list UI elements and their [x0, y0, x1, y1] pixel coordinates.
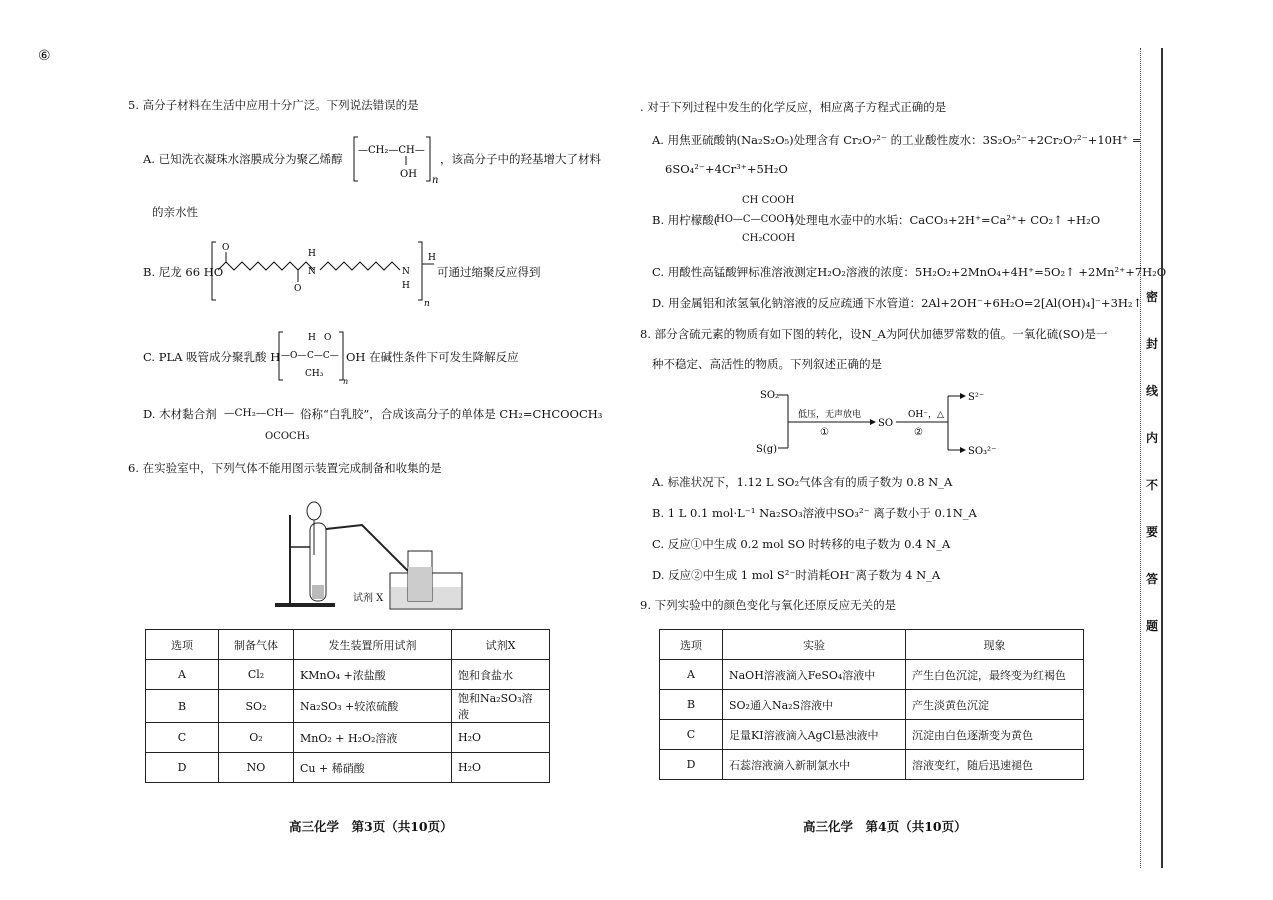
svg-text:CH₃: CH₃	[305, 369, 324, 379]
table-row: B SO₂ Na₂SO₃ +较浓硫酸 饱和Na₂SO₃溶液	[146, 690, 550, 723]
svg-text:SO: SO	[878, 418, 894, 429]
pva-oh: OH	[400, 169, 417, 180]
q7-option-a-line2: 6SO₄²⁻+4Cr³⁺+5H₂O	[665, 162, 788, 176]
q8-stem-line1: 8. 部分含硫元素的物质有如下图的转化，设N_A为阿伏加德罗常数的值。一氧化硫(SO)是一	[640, 327, 1108, 341]
svg-text:①: ①	[820, 427, 829, 438]
table-row: B SO₂通入Na₂S溶液中 产生淡黄色沉淀	[660, 690, 1084, 720]
pla-structure	[277, 328, 347, 386]
svg-text:SO₃²⁻: SO₃²⁻	[968, 446, 997, 457]
svg-text:N: N	[308, 267, 316, 277]
svg-text:H: H	[428, 253, 436, 263]
svg-text:—O—: —O—	[281, 351, 307, 361]
q7-option-b-post: )处理电水壶中的水垢：CaCO₃+2H⁺=Ca²⁺+ CO₂↑ +H₂O	[790, 213, 1101, 227]
svg-text:H: H	[308, 333, 316, 343]
column-header: 选项	[660, 630, 723, 660]
page-mark: ⑥	[38, 48, 51, 64]
column-header: 试剂X	[452, 630, 550, 660]
table-row: C O₂ MnO₂ + H₂O₂溶液 H₂O	[146, 723, 550, 753]
binding-char: 不	[1146, 478, 1159, 492]
binding-char: 题	[1146, 619, 1159, 633]
pva-n: n	[432, 175, 439, 186]
table-row: D 石蕊溶液滴入新制氯水中 溶液变红，随后迅速褪色	[660, 750, 1084, 780]
sulfur-transformation-diagram	[748, 382, 1008, 462]
svg-text:n: n	[343, 377, 349, 386]
q7-option-a-line1: A. 用焦亚硫酸钠(Na₂S₂O₅)处理含有 Cr₂O₇²⁻ 的工业酸性废水：3S₂O₅²⁻+2Cr₂O₇²⁻+10H⁺ =	[652, 133, 1142, 147]
q7-option-b-pre: B. 用柠檬酸(	[652, 213, 719, 227]
q5-option-c-pre: C. PLA 吸管成分聚乳酸 H	[143, 350, 281, 364]
citric-acid-bot: CH₂COOH	[742, 233, 796, 244]
pva-ester-sub: OCOCH₃	[265, 431, 310, 442]
q5-option-a-cont: 的亲水性	[152, 205, 198, 219]
svg-text:H: H	[402, 281, 410, 291]
svg-text:N: N	[402, 267, 410, 277]
binding-char: 要	[1146, 525, 1159, 539]
svg-text:②: ②	[914, 427, 923, 438]
svg-text:低压，无声放电: 低压，无声放电	[798, 410, 862, 420]
q7-stem: . 对于下列过程中发生的化学反应，相应离子方程式正确的是	[640, 100, 947, 114]
q5-option-a-post: ，该高分子中的羟基增大了材料	[440, 152, 601, 166]
binding-char: 封	[1146, 337, 1159, 351]
svg-text:O: O	[294, 284, 302, 294]
q8-stem-line2: 种不稳定、高活性的物质。下列叙述正确的是	[652, 357, 882, 371]
q5-option-c-post: OH 在碱性条件下可发生降解反应	[346, 350, 519, 364]
binding-strip	[1140, 48, 1163, 868]
svg-text:OH⁻，△: OH⁻，△	[908, 410, 944, 420]
q8-option-d: D. 反应②中生成 1 mol S²⁻时消耗OH⁻离子数为 4 N_A	[652, 568, 941, 582]
binding-char: 内	[1146, 431, 1159, 445]
pva-chain: —CH₂—CH—	[358, 145, 425, 156]
svg-text:H: H	[308, 249, 316, 259]
binding-char: 答	[1146, 572, 1159, 586]
citric-acid-top: CH COOH	[742, 195, 795, 206]
table-header-row	[146, 630, 550, 660]
column-header: 发生装置所用试剂	[294, 630, 452, 660]
q6-table	[145, 629, 550, 783]
q5-stem: 5. 高分子材料在生活中应用十分广泛。下列说法错误的是	[128, 98, 419, 112]
q7-option-c: C. 用酸性高锰酸钾标准溶液测定H₂O₂溶液的浓度：5H₂O₂+2MnO₄+4H⁺=5O₂↑ +2Mn²⁺+7H₂O	[652, 265, 1167, 279]
binding-char: 线	[1146, 384, 1159, 398]
nylon66-structure	[208, 238, 438, 308]
q5-option-b-post: 可通过缩聚反应得到	[437, 265, 541, 279]
q8-option-c: C. 反应①中生成 0.2 mol SO 时转移的电子数为 0.4 N_A	[652, 537, 951, 551]
q5-option-b-pre: B. 尼龙 66 HO	[143, 265, 224, 279]
table-row: C 足量KI溶液滴入AgCl悬浊液中 沉淀由白色逐渐变为黄色	[660, 720, 1084, 750]
q5-option-d-post: 俗称“白乳胶”，合成该高分子的单体是 CH₂=CHCOOCH₃	[300, 407, 603, 421]
table-row: D NO Cu + 稀硝酸 H₂O	[146, 753, 550, 783]
q7-option-d: D. 用金属铝和浓氢氧化钠溶液的反应疏通下水管道：2Al+2OH⁻+6H₂O=2[Al(OH)₄]⁻+3H₂↑	[652, 296, 1143, 310]
svg-text:O: O	[222, 243, 230, 253]
svg-text:n: n	[424, 299, 430, 309]
binding-char: 密	[1146, 290, 1159, 304]
left-footer: 高三化学 第3页（共10页）	[289, 819, 453, 834]
svg-text:S²⁻: S²⁻	[968, 392, 985, 403]
svg-text:SO₂: SO₂	[760, 390, 780, 401]
pva-ester-chain: —CH₂—CH—	[224, 407, 295, 419]
q5-option-a-pre: A. 已知洗衣凝珠水溶膜成分为聚乙烯醇	[143, 152, 343, 166]
citric-acid-mid: HO—C—COOH	[716, 214, 794, 225]
table-row: A Cl₂ KMnO₄ +浓盐酸 饱和食盐水	[146, 660, 550, 690]
q9-table	[659, 629, 1084, 780]
q6-stem: 6. 在实验室中，下列气体不能用图示装置完成制备和收集的是	[128, 461, 442, 475]
svg-text:C—C—: C—C—	[307, 351, 339, 361]
q8-option-a: A. 标准状况下，1.12 L SO₂气体含有的质子数为 0.8 N_A	[652, 475, 953, 489]
column-header: 制备气体	[219, 630, 294, 660]
svg-text:O: O	[324, 333, 332, 343]
q9-stem: 9. 下列实验中的颜色变化与氧化还原反应无关的是	[640, 598, 897, 612]
column-header: 实验	[723, 630, 906, 660]
polyvinyl-alcohol-structure	[350, 133, 440, 188]
q8-option-b: B. 1 L 0.1 mol·L⁻¹ Na₂SO₃溶液中SO₃²⁻ 离子数小于 0.1N_A	[652, 506, 977, 520]
right-footer: 高三化学 第4页（共10页）	[803, 819, 967, 834]
q5-option-d-pre: D. 木材黏合剂	[143, 407, 217, 421]
reagent-x-label: 试剂 X	[353, 593, 384, 604]
svg-text:S(g): S(g)	[756, 444, 778, 455]
column-header: 选项	[146, 630, 219, 660]
table-row: A NaOH溶液滴入FeSO₄溶液中 产生白色沉淀，最终变为红褐色	[660, 660, 1084, 690]
table-header-row	[660, 630, 1084, 660]
column-header: 现象	[906, 630, 1084, 660]
